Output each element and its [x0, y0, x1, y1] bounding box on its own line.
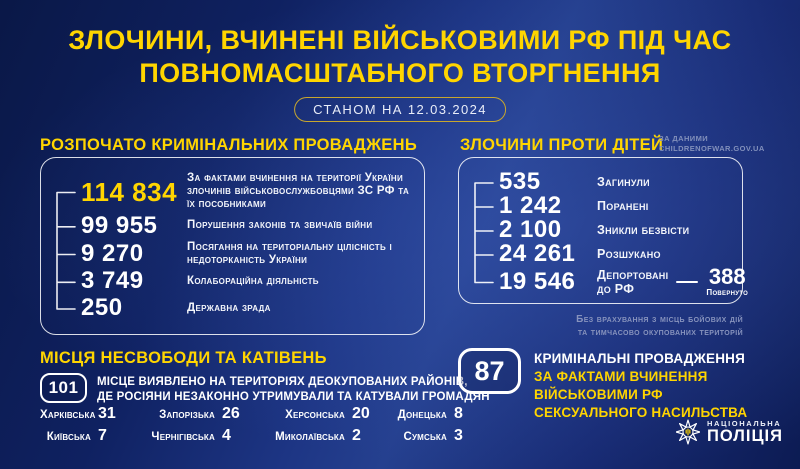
- children-crimes-header: ЗЛОЧИНИ ПРОТИ ДІТЕЙ: [460, 136, 664, 154]
- footnote-line-2: та тимчасово окупованих територій: [577, 326, 743, 338]
- stat-value: 114 834: [81, 176, 178, 207]
- children-data-source: [659, 134, 765, 153]
- returned-value: 388: [708, 264, 746, 289]
- sexual-violence-text: [534, 350, 747, 422]
- source-line-1: ЗА ДАНИМИ: [659, 134, 709, 143]
- sv-line-3: ВІЙСЬКОВИМИ РФ: [534, 387, 663, 402]
- region-value: 26: [222, 405, 240, 422]
- date-badge: СТАНОМ НА 12.03.2024: [294, 97, 506, 122]
- sv-line-1: КРИМІНАЛЬНІ ПРОВАДЖЕННЯ: [534, 351, 746, 366]
- stat-label: Колабораційна діяльність: [187, 274, 319, 287]
- region-value: 4: [222, 427, 231, 444]
- stat-row: [459, 194, 732, 218]
- children-footnote: [576, 314, 743, 339]
- detention-desc-line-1: МІСЦЕ ВИЯВЛЕНО НА ТЕРИТОРІЯХ ДЕОКУПОВАНИХ РАЙОНІВ,: [97, 376, 468, 388]
- region-name: Харківська: [40, 409, 96, 421]
- stat-row: [41, 172, 414, 211]
- stat-label: Зникли безвісти: [597, 223, 690, 237]
- region-value: 8: [454, 405, 463, 422]
- proceedings-stats-box: [40, 157, 425, 335]
- region-name: Сумська: [403, 431, 447, 443]
- stat-value: 1 242: [499, 192, 562, 219]
- stat-value: 3 749: [81, 267, 144, 295]
- region-value: 20: [352, 405, 370, 422]
- title-line-1: ЗЛОЧИНИ, ВЧИНЕНІ ВІЙСЬКОВИМИ РФ ПІД ЧАС: [68, 25, 732, 55]
- stat-value: 24 261: [499, 240, 576, 267]
- police-star-icon: [676, 419, 700, 445]
- source-line-2: CHILDRENOFWAR.GOV.UA: [659, 143, 765, 153]
- stat-value: 9 270: [81, 239, 144, 267]
- sv-line-2: ЗА ФАКТАМИ ВЧИНЕННЯ: [534, 369, 708, 384]
- region-name: Чернігівська: [151, 431, 215, 443]
- region-name: Миколаївська: [275, 431, 345, 443]
- national-police-logo: [676, 419, 783, 445]
- stat-value: 99 955: [81, 211, 158, 239]
- stat-value: 535: [499, 168, 541, 195]
- region-name: Київська: [46, 431, 91, 443]
- region-value: 3: [454, 427, 463, 444]
- stat-row: [459, 170, 732, 194]
- stat-row: [41, 211, 414, 239]
- stat-value: 250: [81, 294, 123, 321]
- stat-label: Порушення законів та звичаїв війни: [187, 219, 373, 232]
- stat-label: Загинули: [597, 175, 650, 189]
- region-value: 7: [98, 427, 107, 444]
- connector-dash: [676, 281, 698, 283]
- stat-row: [459, 218, 732, 242]
- stat-row: [41, 241, 414, 267]
- stat-label: Поранені: [597, 199, 649, 213]
- logo-text: [707, 419, 783, 445]
- stat-row-deported: [459, 264, 749, 297]
- stat-row: [41, 269, 414, 293]
- stat-row: [41, 296, 414, 320]
- detention-header: МІСЦЯ НЕСВОБОДИ ТА КАТІВЕНЬ: [40, 349, 327, 367]
- detention-description: [97, 375, 490, 404]
- proceedings-header: РОЗПОЧАТО КРИМІНАЛЬНИХ ПРОВАДЖЕНЬ: [40, 136, 417, 154]
- region-value: 2: [352, 427, 361, 444]
- region-name: Херсонська: [285, 409, 345, 421]
- footnote-line-1: Без врахування з місць бойових дій: [576, 314, 743, 325]
- detention-desc-line-2: ДЕ РОСІЯНИ НЕЗАКОННО УТРИМУВАЛИ ТА КАТУВАЛИ ГРОМАДЯН: [97, 390, 490, 403]
- stat-value: 2 100: [499, 216, 562, 243]
- stat-row: [459, 242, 732, 266]
- sv-line-4: СЕКСУАЛЬНОГО НАСИЛЬСТВА: [534, 405, 748, 420]
- returned-label: Повернуто: [706, 288, 749, 297]
- stat-value: 19 546: [499, 267, 576, 295]
- stat-label: Державна зрада: [187, 301, 271, 314]
- detention-count-badge: 101: [40, 373, 87, 403]
- page-title: [0, 24, 800, 90]
- stat-label: Розшукано: [597, 247, 661, 261]
- returned-callout: [706, 266, 748, 297]
- stat-label: За фактами вчинення на території України злочинів військовослужбовцями ЗС РФ та їх пособниками: [187, 172, 410, 210]
- logo-line-1: НАЦІОНАЛЬНА: [707, 419, 782, 428]
- stat-label: Посягання на територіальну цілісність і недоторканість України: [187, 240, 393, 266]
- logo-line-2: ПОЛІЦІЯ: [707, 427, 783, 445]
- sexual-violence-count-badge: 87: [458, 348, 521, 394]
- regions-grid: [40, 406, 476, 444]
- stat-label: Депортовані до РФ: [597, 267, 669, 296]
- title-line-2: ПОВНОМАСШТАБНОГО ВТОРГНЕННЯ: [139, 58, 661, 88]
- region-value: 31: [98, 405, 116, 422]
- children-stats-box: [458, 157, 749, 304]
- region-name: Донецька: [397, 409, 447, 421]
- region-name: Запорізька: [159, 409, 215, 421]
